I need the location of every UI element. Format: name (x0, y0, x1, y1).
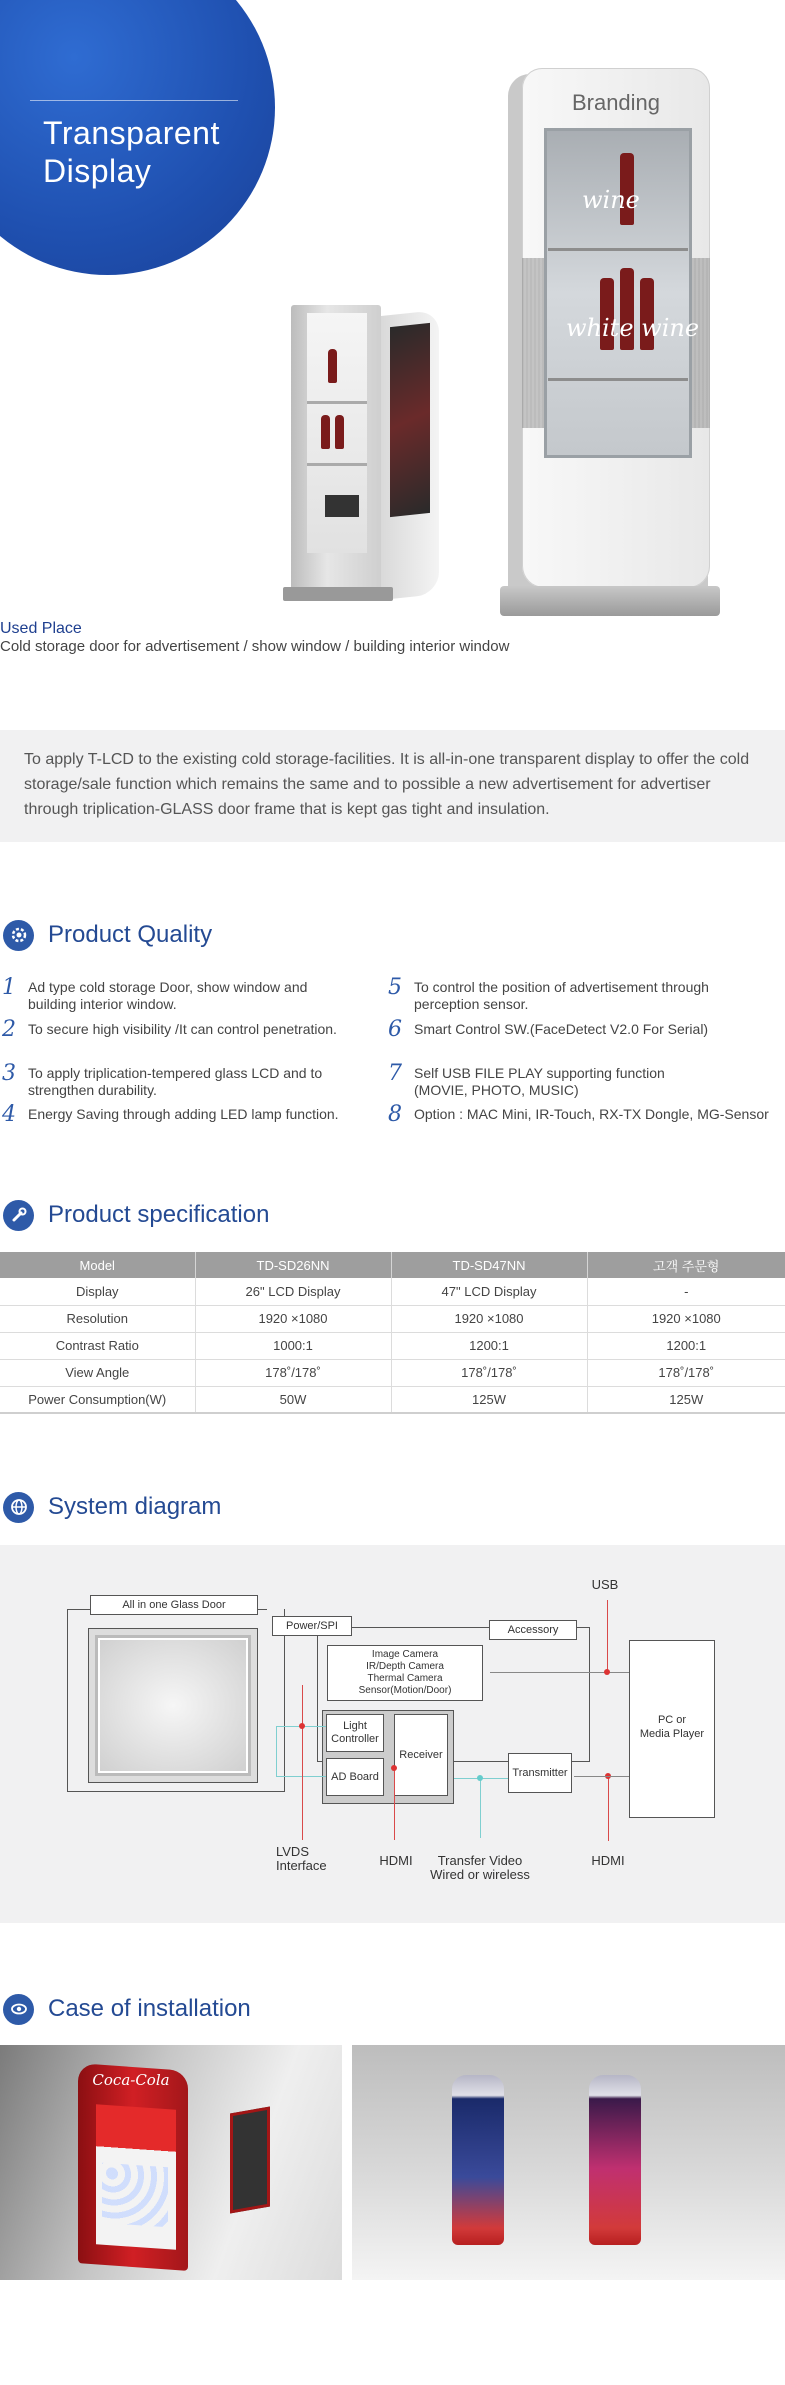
receiver-label: Receiver (394, 1714, 448, 1796)
spec-cell: 26" LCD Display (195, 1278, 391, 1305)
quality-item-text: To apply triplication-tempered glass LCD and to strengthen durability. (28, 1065, 323, 1098)
spec-cell: 1920 ×1080 (195, 1305, 391, 1332)
hero-title-line2: Display (43, 153, 152, 189)
quality-item (2, 1063, 372, 1099)
quality-item-text: Option : MAC Mini, IR-Touch, RX-TX Dongle, MG-Sensor (414, 1106, 769, 1122)
spec-header: 고객 주문형 (587, 1252, 785, 1278)
quality-item (2, 1019, 372, 1041)
wrench-icon (3, 1200, 34, 1231)
kiosk-illustration (500, 68, 735, 623)
spec-cell: 178˚/178˚ (587, 1359, 785, 1386)
quality-item-number: 6 (388, 1017, 402, 1042)
camera-label: Image Camera IR/Depth Camera Thermal Camera Sensor(Motion/Door) (327, 1645, 483, 1701)
spec-cell: 1920 ×1080 (587, 1305, 785, 1332)
install-photo-displays (352, 2045, 785, 2280)
quality-item-text: To control the position of advertisement through perception sensor. (414, 979, 709, 1012)
quality-item (388, 1019, 778, 1041)
spec-cell: Contrast Ratio (0, 1332, 195, 1359)
diagram-title: System diagram (48, 1493, 222, 1520)
install-photo-fridge (0, 2045, 342, 2280)
hero-section (0, 0, 785, 655)
table-row (0, 1305, 785, 1332)
diagram-heading (0, 1490, 221, 1524)
hdmi-label-2: HDMI (591, 1853, 625, 1868)
ad-board-label: AD Board (326, 1758, 384, 1796)
spec-cell: View Angle (0, 1359, 195, 1386)
spec-table (0, 1252, 785, 1414)
spec-cell: - (587, 1278, 785, 1305)
cabinet-illustration (283, 305, 453, 603)
spec-header: TD-SD47NN (391, 1252, 587, 1278)
spec-cell: 1200:1 (587, 1332, 785, 1359)
table-row (0, 1332, 785, 1359)
system-diagram (0, 1545, 785, 1923)
quality-item (2, 977, 372, 1013)
spec-cell: 1000:1 (195, 1332, 391, 1359)
kiosk-white-wine-text: white wine (566, 314, 700, 342)
quality-item-number: 7 (388, 1061, 402, 1086)
used-place-text: Cold storage door for advertisement / show window / building interior window (0, 638, 510, 655)
quality-item (388, 977, 778, 1013)
hdmi-label-1: HDMI (379, 1853, 413, 1868)
globe-icon (3, 1492, 34, 1523)
install-title: Case of installation (48, 1995, 251, 2022)
power-spi-label: Power/SPI (272, 1616, 352, 1636)
quality-item (388, 1063, 778, 1099)
quality-item (2, 1104, 372, 1126)
spec-cell: 1200:1 (391, 1332, 587, 1359)
quality-item-number: 4 (2, 1102, 16, 1127)
glass-door-label: All in one Glass Door (90, 1595, 258, 1615)
quality-item-number: 8 (388, 1102, 402, 1127)
quality-item-text: Energy Saving through adding LED lamp function. (28, 1106, 339, 1122)
spec-cell: 125W (587, 1386, 785, 1413)
install-heading (0, 1992, 251, 2026)
spec-cell: 125W (391, 1386, 587, 1413)
coca-cola-logo: Coca-Cola (92, 2071, 170, 2089)
gear-icon (3, 920, 34, 951)
transfer-video-label: Transfer Video Wired or wireless (430, 1853, 530, 1882)
spec-header-row (0, 1252, 785, 1278)
transmitter-label: Transmitter (508, 1753, 572, 1793)
quality-item-number: 3 (2, 1061, 16, 1086)
quality-item-text: Ad type cold storage Door, show window and building interior window. (28, 979, 308, 1012)
quality-item-text: Smart Control SW.(FaceDetect V2.0 For Serial) (414, 1021, 709, 1037)
spec-cell: Display (0, 1278, 195, 1305)
spec-cell: 47" LCD Display (391, 1278, 587, 1305)
spec-cell: 1920 ×1080 (391, 1305, 587, 1332)
spec-cell: 178˚/178˚ (195, 1359, 391, 1386)
table-row (0, 1359, 785, 1386)
spec-title: Product specification (48, 1201, 270, 1228)
table-row (0, 1278, 785, 1305)
eye-icon (3, 1994, 34, 2025)
hero-title-line1: Transparent (43, 115, 220, 151)
intro-text: To apply T-LCD to the existing cold storage-facilities. It is all-in-one transparent display to offer the cold storage/sale function which remains the same and to possible a new advertisement for advertiser through triplication-GLASS door frame that is kept gas tight and insulation. (0, 730, 785, 842)
kiosk-wine-text: wine (582, 186, 640, 214)
quality-item (388, 1104, 785, 1126)
light-controller-label: Light Controller (326, 1714, 384, 1752)
accessory-label: Accessory (489, 1620, 577, 1640)
hero-title (43, 114, 220, 190)
spec-heading (0, 1198, 269, 1232)
quality-title: Product Quality (48, 921, 213, 948)
spec-cell: 50W (195, 1386, 391, 1413)
spec-cell: 178˚/178˚ (391, 1359, 587, 1386)
spec-cell: Power Consumption(W) (0, 1386, 195, 1413)
quality-item-text: To secure high visibility /It can control penetration. (28, 1021, 337, 1037)
quality-item-text: Self USB FILE PLAY supporting function (MOVIE, PHOTO, MUSIC) (414, 1065, 665, 1098)
lvds-label: LVDS Interface (276, 1844, 327, 1873)
spec-header: TD-SD26NN (195, 1252, 391, 1278)
hero-divider (30, 100, 238, 101)
kiosk-brand: Branding (571, 90, 661, 115)
table-row (0, 1386, 785, 1413)
pc-media-player-label: PC or Media Player (629, 1640, 715, 1818)
used-place-label: Used Place (0, 620, 82, 637)
spec-header: Model (0, 1252, 195, 1278)
spec-cell: Resolution (0, 1305, 195, 1332)
quality-item-number: 1 (2, 975, 16, 1000)
quality-item-number: 2 (2, 1017, 16, 1042)
quality-heading (0, 918, 212, 952)
usb-label: USB (591, 1577, 619, 1592)
quality-item-number: 5 (388, 975, 402, 1000)
